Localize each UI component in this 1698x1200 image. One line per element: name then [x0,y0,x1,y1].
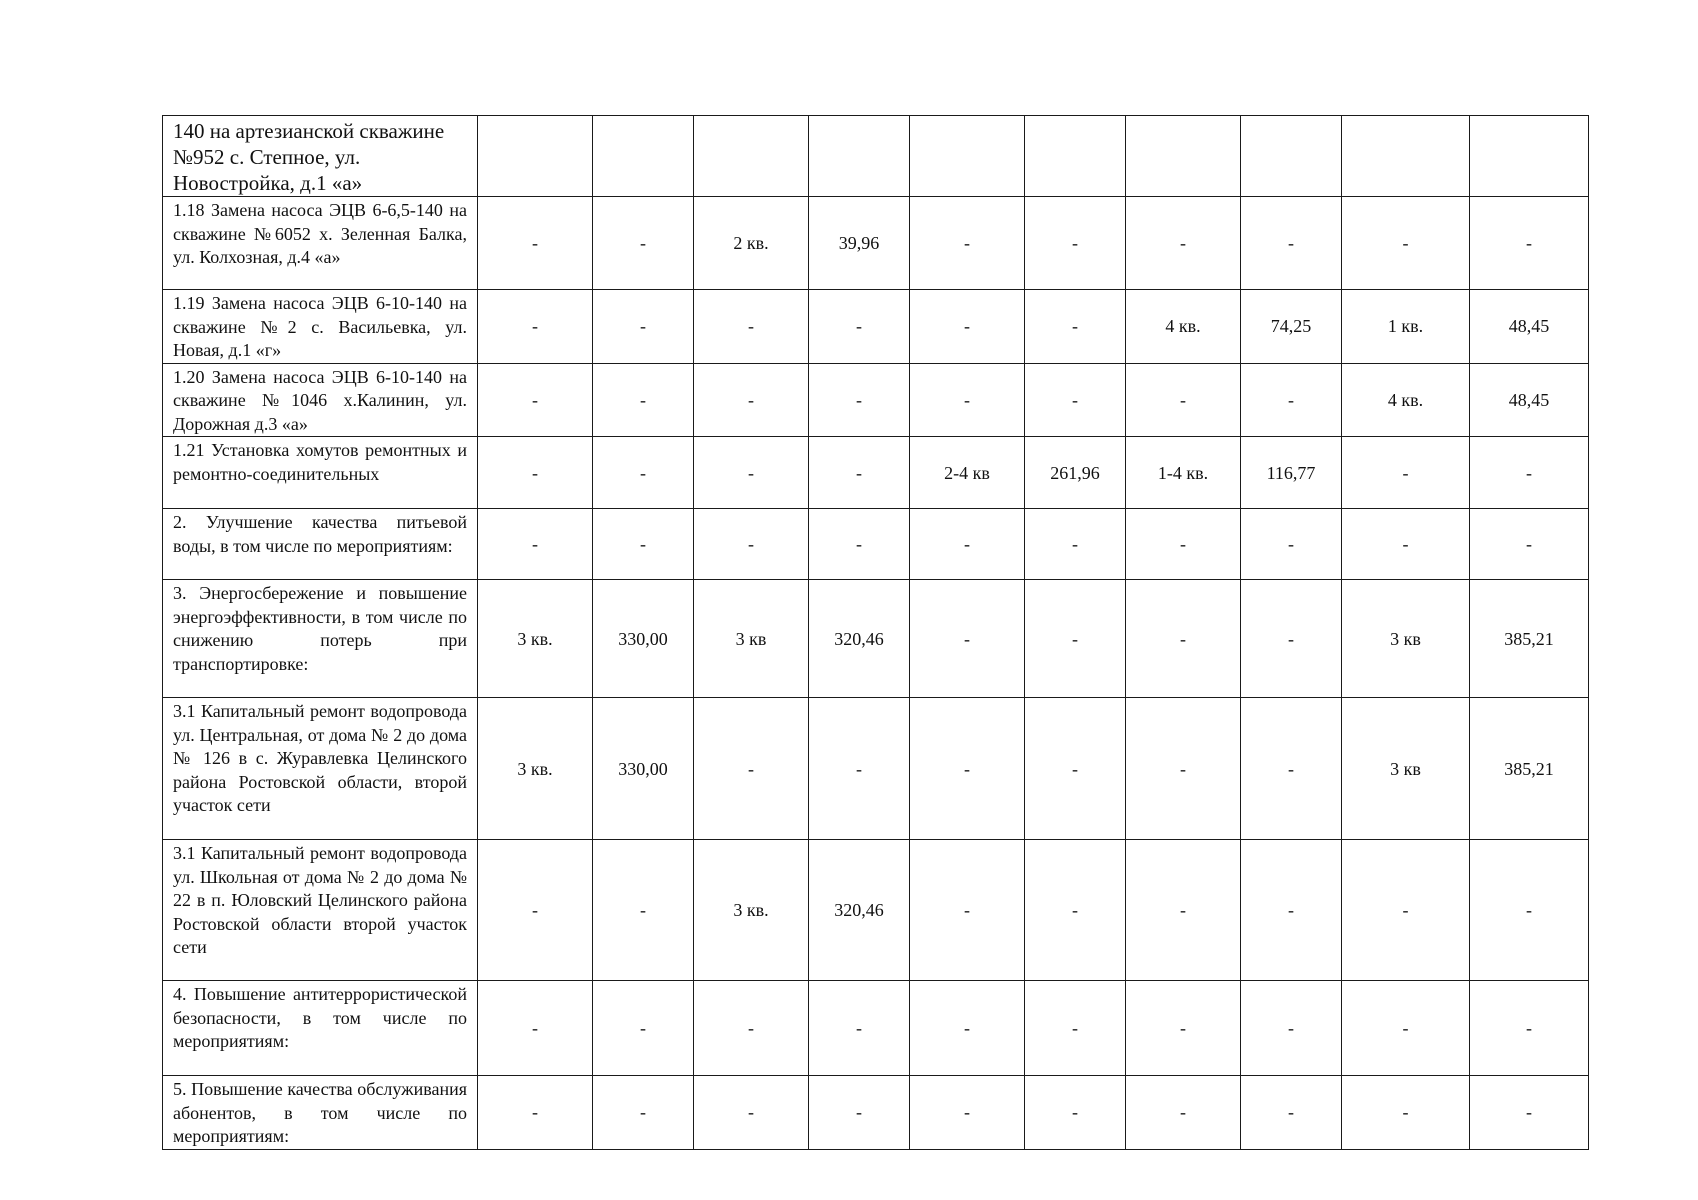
table-cell: - [478,363,593,437]
table-cell [478,116,593,197]
table-cell: - [910,840,1025,981]
table-cell: - [593,1076,694,1150]
table-cell: 330,00 [593,698,694,840]
table-cell: - [910,509,1025,580]
table-cell [809,116,910,197]
table-cell: - [809,290,910,364]
table-cell: - [1025,290,1126,364]
table-cell: - [1241,580,1342,698]
table-cell: - [910,1076,1025,1150]
table-cell: - [809,981,910,1076]
table-cell: - [1241,509,1342,580]
table-cell: 4 кв. [1342,363,1470,437]
table-cell: 320,46 [809,840,910,981]
table-cell: - [1025,1076,1126,1150]
table-cell: - [694,437,809,509]
table-cell: - [809,698,910,840]
table-cell: - [1470,437,1589,509]
table-cell: - [910,363,1025,437]
table-cell [593,116,694,197]
table-cell: - [1126,197,1241,290]
table-cell: - [1126,840,1241,981]
table-cell: - [1126,698,1241,840]
table-cell [1126,116,1241,197]
table-cell: 3 кв [1342,580,1470,698]
table-cell: - [694,698,809,840]
table-cell: - [478,290,593,364]
table-row [163,197,1589,290]
table-cell: - [809,1076,910,1150]
table-cell: - [694,363,809,437]
table-cell: - [1342,197,1470,290]
row-description: 5. Повышение качества обслуживания абонентов, в том числе по мероприятиям: [163,1076,478,1150]
table-cell: - [1342,981,1470,1076]
table-cell: - [1126,509,1241,580]
table-cell: - [1470,509,1589,580]
table-cell: - [593,437,694,509]
table-cell: - [1126,580,1241,698]
table-cell: - [694,509,809,580]
table-cell: 3 кв. [694,840,809,981]
table-cell: 2 кв. [694,197,809,290]
table-cell: - [1025,580,1126,698]
table-cell: - [478,509,593,580]
table-cell [1025,116,1126,197]
table-cell: 48,45 [1470,363,1589,437]
table-cell: - [1470,840,1589,981]
row-description: 1.19 Замена насоса ЭЦВ 6-10-140 на скважине №2 с. Васильевка, ул. Новая, д.1 «г» [163,290,478,364]
table-cell: - [1470,1076,1589,1150]
table-cell: - [1241,197,1342,290]
table-row [163,116,1589,197]
table-cell [910,116,1025,197]
table-cell: - [593,509,694,580]
table-cell: - [910,981,1025,1076]
table-cell: - [910,698,1025,840]
table-cell: 3 кв. [478,698,593,840]
row-description: 3.1 Капитальный ремонт водопровода ул. Школьная от дома № 2 до дома № 22 в п. Юловский Целинского района Ростовской области второй участок сети [163,840,478,981]
table-cell: - [1241,363,1342,437]
table-cell: - [1241,698,1342,840]
table-cell: 1-4 кв. [1126,437,1241,509]
table-row [163,1076,1589,1150]
table-row [163,698,1589,840]
table-cell: 320,46 [809,580,910,698]
table-cell: - [478,197,593,290]
table-cell: 3 кв [694,580,809,698]
table-cell: - [910,290,1025,364]
table-row [163,509,1589,580]
table-cell: - [1241,840,1342,981]
table-cell: 385,21 [1470,580,1589,698]
table-cell: - [478,840,593,981]
table-cell: - [593,840,694,981]
row-description: 1.21 Установка хомутов ремонтных и ремонтно-соединительных [163,437,478,509]
table-cell: 74,25 [1241,290,1342,364]
table-cell: 3 кв [1342,698,1470,840]
measures-table [162,115,1589,1150]
table-row [163,363,1589,437]
table-cell: - [1342,509,1470,580]
table-cell: - [694,981,809,1076]
table-cell [694,116,809,197]
row-description: 4. Повышение антитеррористической безопасности, в том числе по мероприятиям: [163,981,478,1076]
table-cell: 3 кв. [478,580,593,698]
table-cell: - [593,981,694,1076]
row-description: 1.18 Замена насоса ЭЦВ 6-6,5-140 на скважине №6052 х. Зеленная Балка, ул. Колхозная, д.4 «а» [163,197,478,290]
table-cell: - [1126,1076,1241,1150]
table-cell [1342,116,1470,197]
row-description: 140 на артезианской скважине №952 с. Степное, ул. Новостройка, д.1 «а» [163,116,478,197]
table-cell: 2-4 кв [910,437,1025,509]
row-description: 3.1 Капитальный ремонт водопровода ул. Центральная, от дома № 2 до дома № 126 в с. Журавлевка Целинского района Ростовской области, второй участок сети [163,698,478,840]
table-cell: - [1025,363,1126,437]
table-row [163,437,1589,509]
table-cell: - [593,363,694,437]
row-description: 3. Энергосбережение и повышение энергоэффективности, в том числе по снижению потерь при транспортировке: [163,580,478,698]
table-cell: 4 кв. [1126,290,1241,364]
table-cell: - [1342,1076,1470,1150]
table-row [163,580,1589,698]
table-cell: 385,21 [1470,698,1589,840]
table-row [163,290,1589,364]
table-row [163,981,1589,1076]
table-cell: - [910,197,1025,290]
row-description: 2. Улучшение качества питьевой воды, в том числе по мероприятиям: [163,509,478,580]
table-cell: - [809,363,910,437]
table-cell: - [593,197,694,290]
table-cell: - [478,1076,593,1150]
table-cell: - [809,509,910,580]
row-description: 1.20 Замена насоса ЭЦВ 6-10-140 на скважине №1046 х.Калинин, ул. Дорожная д.3 «а» [163,363,478,437]
table-cell: - [694,1076,809,1150]
table-cell: - [1025,981,1126,1076]
table-cell: 330,00 [593,580,694,698]
table-cell: - [1025,840,1126,981]
table-cell: 39,96 [809,197,910,290]
table-cell: - [910,580,1025,698]
table-cell: - [1126,981,1241,1076]
table-cell: 116,77 [1241,437,1342,509]
table-cell [1470,116,1589,197]
table-row [163,840,1589,981]
table-cell: - [1470,197,1589,290]
table-cell: - [478,437,593,509]
table-cell: - [1470,981,1589,1076]
table-cell: - [694,290,809,364]
table-cell: - [1241,981,1342,1076]
table-cell [1241,116,1342,197]
table-cell: 261,96 [1025,437,1126,509]
table-cell: - [1241,1076,1342,1150]
table-cell: - [809,437,910,509]
table-cell: - [1025,509,1126,580]
table-cell: - [593,290,694,364]
table-cell: - [1126,363,1241,437]
table-cell: 48,45 [1470,290,1589,364]
table-body [163,116,1589,1150]
table-cell: - [1342,840,1470,981]
table-cell: - [478,981,593,1076]
table-cell: 1 кв. [1342,290,1470,364]
table-cell: - [1025,698,1126,840]
table-cell: - [1025,197,1126,290]
table-cell: - [1342,437,1470,509]
